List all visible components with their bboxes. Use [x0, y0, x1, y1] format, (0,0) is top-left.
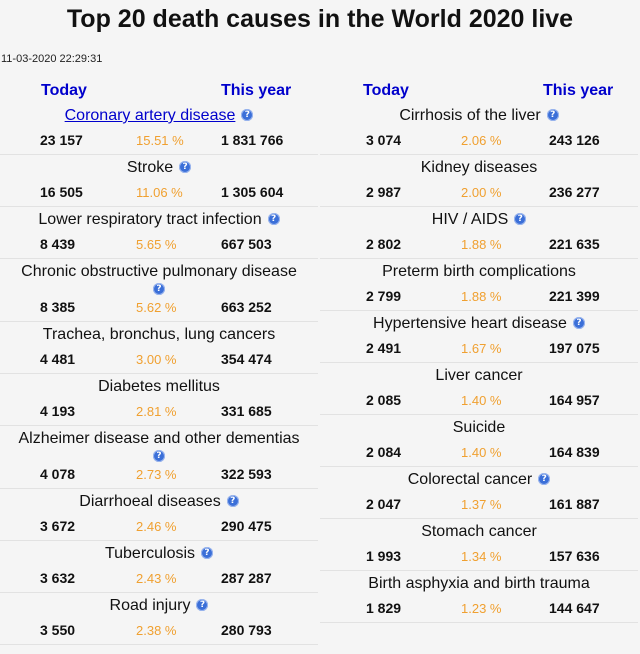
- cause-row: [0, 103, 318, 155]
- today-count: 3 074: [366, 132, 402, 148]
- cause-list-left: [0, 103, 318, 645]
- today-header: Today: [41, 82, 87, 99]
- info-icon[interactable]: ?: [227, 495, 239, 507]
- today-count: 1 829: [366, 600, 402, 616]
- today-count: 2 085: [366, 392, 402, 408]
- cause-label: Suicide: [452, 419, 506, 436]
- year-count: 221 635: [549, 236, 600, 252]
- today-header: Today: [363, 82, 409, 99]
- year-count: 663 252: [221, 299, 272, 315]
- cause-name: [320, 106, 638, 125]
- cause-label: Colorectal cancer: [407, 471, 533, 488]
- info-icon[interactable]: ?: [201, 547, 213, 559]
- year-count: 236 277: [549, 184, 600, 200]
- cause-row: [0, 489, 318, 541]
- left-column: [0, 78, 318, 645]
- cause-stats: [0, 464, 318, 484]
- cause-stats: [320, 546, 638, 566]
- today-count: 8 385: [40, 299, 76, 315]
- cause-name: [320, 522, 638, 541]
- cause-name: [320, 366, 638, 385]
- percent-share: 2.73 %: [136, 467, 177, 482]
- cause-label: Stroke: [126, 159, 174, 176]
- cause-stats: [320, 130, 638, 150]
- info-icon[interactable]: ?: [573, 317, 585, 329]
- cause-row: [320, 103, 638, 155]
- cause-name: [0, 158, 318, 177]
- cause-row: [0, 322, 318, 374]
- percent-share: 1.34 %: [461, 549, 502, 564]
- cause-row: [0, 374, 318, 426]
- cause-name: [0, 210, 318, 229]
- percent-share: 11.06 %: [136, 185, 183, 200]
- percent-share: 1.40 %: [461, 445, 502, 460]
- today-count: 4 193: [40, 403, 76, 419]
- cause-name: [0, 492, 318, 511]
- cause-label: Liver cancer: [435, 367, 523, 384]
- cause-name: [0, 377, 318, 396]
- cause-label: Diarrhoeal diseases: [79, 493, 221, 510]
- percent-share: 5.65 %: [136, 237, 177, 252]
- info-icon[interactable]: ?: [268, 213, 280, 225]
- year-count: 354 474: [221, 351, 272, 367]
- year-count: 243 126: [549, 132, 600, 148]
- column-header: [320, 78, 638, 102]
- timestamp: 11-03-2020 22:29:31: [1, 53, 103, 65]
- percent-share: 2.38 %: [136, 623, 177, 638]
- today-count: 16 505: [40, 184, 83, 200]
- percent-share: 1.88 %: [461, 237, 502, 252]
- cause-name: [320, 314, 638, 333]
- cause-label: Kidney diseases: [420, 159, 538, 176]
- percent-share: 1.67 %: [461, 341, 502, 356]
- today-count: 4 078: [40, 466, 76, 482]
- today-count: 23 157: [40, 132, 83, 148]
- percent-share: 1.37 %: [461, 497, 502, 512]
- year-count: 1 831 766: [221, 132, 284, 148]
- percent-share: 1.88 %: [461, 289, 502, 304]
- year-count: 161 887: [549, 496, 600, 512]
- cause-stats: [0, 568, 318, 588]
- cause-row: [320, 259, 638, 311]
- cause-row: [320, 467, 638, 519]
- cause-stats: [0, 234, 318, 254]
- cause-row: [0, 593, 318, 645]
- today-count: 1 993: [366, 548, 402, 564]
- today-count: 8 439: [40, 236, 76, 252]
- today-count: 2 084: [366, 444, 402, 460]
- cause-label: Alzheimer disease and other dementias: [18, 430, 300, 447]
- cause-name: [320, 262, 638, 281]
- year-count: 144 647: [549, 600, 600, 616]
- cause-label: Diabetes mellitus: [98, 378, 220, 395]
- percent-share: 2.46 %: [136, 519, 177, 534]
- this-year-header: This year: [543, 82, 614, 99]
- cause-name: [0, 544, 318, 563]
- cause-name: [320, 418, 638, 437]
- cause-row: [320, 155, 638, 207]
- cause-name: [320, 158, 638, 177]
- cause-row: [0, 259, 318, 322]
- year-count: 164 839: [549, 444, 600, 460]
- percent-share: 2.43 %: [136, 571, 177, 586]
- cause-label: Trachea, bronchus, lung cancers: [42, 326, 276, 343]
- right-column: [320, 78, 638, 623]
- year-count: 164 957: [549, 392, 600, 408]
- cause-label: Stomach cancer: [421, 523, 537, 540]
- cause-row: [320, 311, 638, 363]
- today-count: 3 550: [40, 622, 76, 638]
- percent-share: 2.00 %: [461, 185, 502, 200]
- cause-stats: [320, 442, 638, 462]
- cause-stats: [320, 234, 638, 254]
- year-count: 331 685: [221, 403, 272, 419]
- info-icon[interactable]: ?: [196, 599, 208, 611]
- cause-name: [0, 596, 318, 615]
- cause-stats: [0, 401, 318, 421]
- year-count: 290 475: [221, 518, 272, 534]
- cause-label: Lower respiratory tract infection: [38, 211, 262, 228]
- info-icon[interactable]: ?: [153, 450, 165, 462]
- cause-row: [320, 415, 638, 467]
- percent-share: 3.00 %: [136, 352, 177, 367]
- cause-stats: [0, 516, 318, 536]
- cause-stats: [320, 338, 638, 358]
- cause-stats: [320, 494, 638, 514]
- today-count: 3 632: [40, 570, 76, 586]
- info-icon[interactable]: ?: [538, 473, 550, 485]
- cause-link[interactable]: Coronary artery disease: [64, 107, 236, 124]
- info-icon[interactable]: ?: [514, 213, 526, 225]
- cause-stats: [0, 620, 318, 640]
- cause-row: [320, 571, 638, 623]
- cause-label: Birth asphyxia and birth trauma: [368, 575, 590, 592]
- percent-share: 2.06 %: [461, 133, 502, 148]
- today-count: 2 491: [366, 340, 402, 356]
- cause-row: [0, 541, 318, 593]
- cause-label: Preterm birth complications: [382, 263, 576, 280]
- percent-share: 2.81 %: [136, 404, 177, 419]
- cause-name: [0, 429, 318, 462]
- year-count: 157 636: [549, 548, 600, 564]
- year-count: 667 503: [221, 236, 272, 252]
- today-count: 2 802: [366, 236, 402, 252]
- cause-stats: [320, 598, 638, 618]
- this-year-header: This year: [221, 82, 292, 99]
- cause-stats: [0, 182, 318, 202]
- column-header: [0, 78, 318, 102]
- cause-row: [320, 519, 638, 571]
- page-title: Top 20 death causes in the World 2020 live: [66, 5, 574, 33]
- year-count: 1 305 604: [221, 184, 284, 200]
- cause-row: [0, 426, 318, 489]
- cause-label: Road injury: [109, 597, 191, 614]
- year-count: 221 399: [549, 288, 600, 304]
- info-icon[interactable]: ?: [153, 283, 165, 295]
- percent-share: 1.40 %: [461, 393, 502, 408]
- cause-name: [0, 262, 318, 295]
- cause-stats: [320, 182, 638, 202]
- cause-label: Tuberculosis: [104, 545, 196, 562]
- cause-stats: [320, 390, 638, 410]
- percent-share: 1.23 %: [461, 601, 502, 616]
- cause-label: HIV / AIDS: [431, 211, 509, 228]
- cause-name: [320, 574, 638, 593]
- cause-name: [320, 470, 638, 489]
- cause-label: Hypertensive heart disease: [373, 315, 567, 332]
- cause-row: [320, 363, 638, 415]
- today-count: 2 987: [366, 184, 402, 200]
- info-icon[interactable]: ?: [179, 161, 191, 173]
- cause-row: [0, 207, 318, 259]
- year-count: 322 593: [221, 466, 272, 482]
- cause-stats: [0, 130, 318, 150]
- cause-label: Chronic obstructive pulmonary disease: [21, 263, 297, 280]
- today-count: 2 799: [366, 288, 402, 304]
- cause-stats: [0, 349, 318, 369]
- cause-stats: [320, 286, 638, 306]
- year-count: 287 287: [221, 570, 272, 586]
- cause-label: Cirrhosis of the liver: [399, 107, 541, 124]
- cause-name: [320, 210, 638, 229]
- cause-list-right: [320, 103, 638, 623]
- year-count: 280 793: [221, 622, 272, 638]
- year-count: 197 075: [549, 340, 600, 356]
- today-count: 2 047: [366, 496, 402, 512]
- cause-name: [0, 106, 318, 125]
- info-icon[interactable]: ?: [241, 109, 253, 121]
- percent-share: 5.62 %: [136, 300, 177, 315]
- today-count: 4 481: [40, 351, 76, 367]
- cause-row: [320, 207, 638, 259]
- info-icon[interactable]: ?: [547, 109, 559, 121]
- cause-row: [0, 155, 318, 207]
- cause-stats: [0, 297, 318, 317]
- cause-name: [0, 325, 318, 344]
- today-count: 3 672: [40, 518, 76, 534]
- percent-share: 15.51 %: [136, 133, 184, 148]
